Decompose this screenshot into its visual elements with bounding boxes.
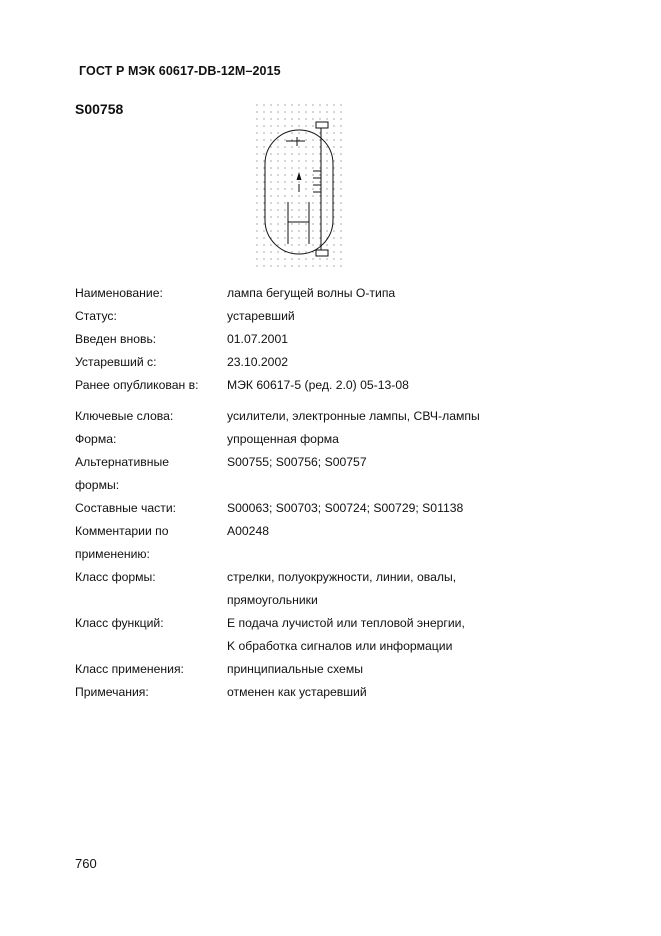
field-value: 23.10.2002 [227,355,288,369]
document-header: ГОСТ Р МЭК 60617-DB-12M–2015 [79,64,281,78]
traveling-wave-tube-icon [255,102,349,274]
page-number: 760 [75,856,97,871]
field-label: Введен вновь: [75,332,157,346]
field-label: Устаревший с: [75,355,157,369]
field-value-line: K обработка сигналов или информации [227,639,453,653]
field-label: Примечания: [75,685,149,699]
field-label: Статус: [75,309,117,323]
field-label-line: формы: [75,478,120,492]
field-value: лампа бегущей волны О-типа [227,286,396,300]
field-label-line: Альтернативные [75,455,170,469]
field-label: Наименование: [75,286,163,300]
field-value [227,566,587,612]
field-label: Ранее опубликован в: [75,378,199,392]
field-label: Класс формы: [75,570,156,584]
field-value: устаревший [227,309,295,323]
field-label: Класс функций: [75,616,164,630]
field-value: усилители, электронные лампы, СВЧ-лампы [227,409,480,423]
field-label-line: Комментарии по [75,524,169,538]
field-label: Ключевые слова: [75,409,174,423]
field-label-line: применению: [75,547,150,561]
field-value: S00755; S00756; S00757 [227,455,367,469]
field-label [75,451,225,497]
symbol-code: S00758 [75,101,124,117]
field-value: упрощенная форма [227,432,339,446]
field-label [75,520,225,566]
field-value-line: стрелки, полуокружности, линии, овалы, [227,570,457,584]
field-value: 01.07.2001 [227,332,288,346]
field-value [227,612,587,658]
field-value-line: прямоугольники [227,593,318,607]
field-value: отменен как устаревший [227,685,367,699]
field-label: Составные части: [75,501,177,515]
field-label: Класс применения: [75,662,184,676]
field-value: МЭК 60617-5 (ред. 2.0) 05-13-08 [227,378,409,392]
field-value: принципиальные схемы [227,662,363,676]
field-value-line: E подача лучистой или тепловой энергии, [227,616,465,630]
field-value: S00063; S00703; S00724; S00729; S01138 [227,501,464,515]
field-label: Форма: [75,432,117,446]
field-value: A00248 [227,524,270,538]
